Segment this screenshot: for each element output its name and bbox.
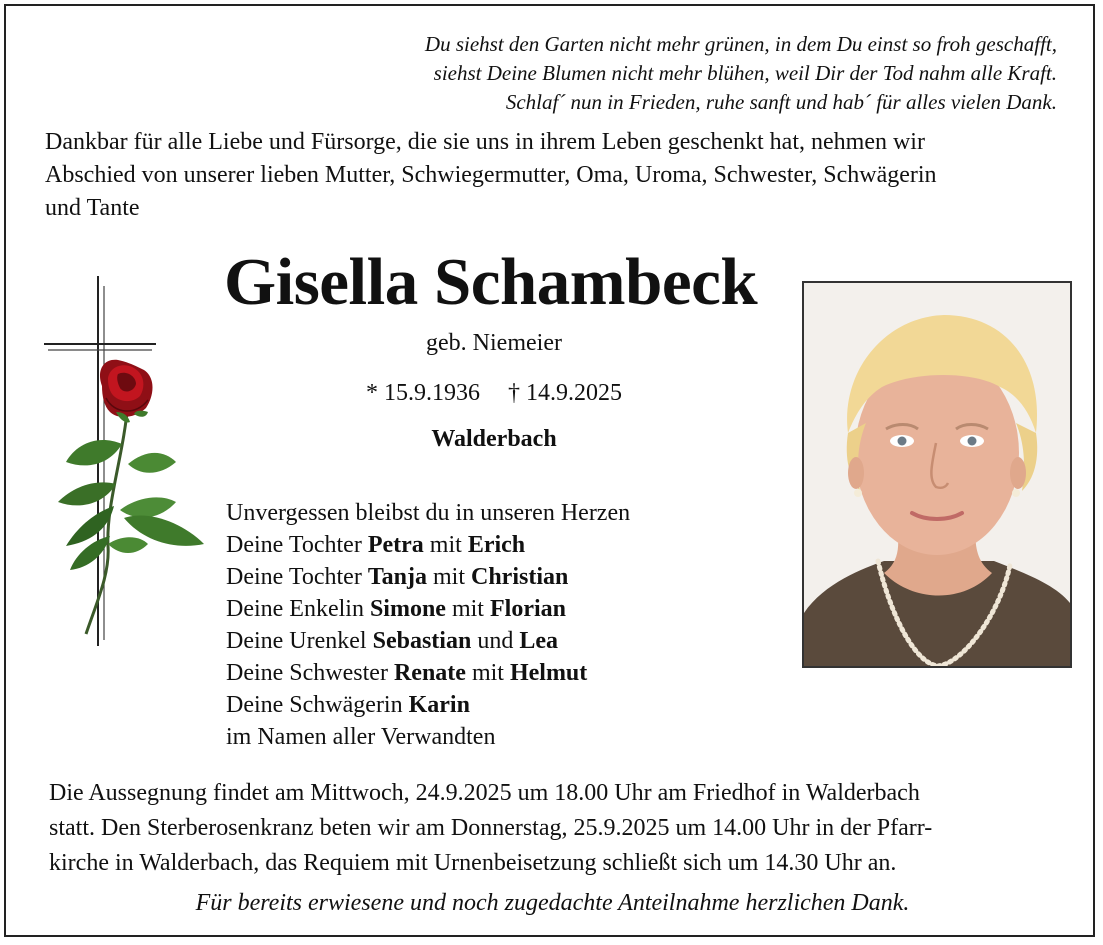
mourners-footer: im Namen aller Verwandten bbox=[226, 724, 496, 750]
mourner-name: Petra bbox=[367, 532, 424, 558]
mourners-list bbox=[226, 497, 630, 753]
mourner-relation: Deine Tochter bbox=[226, 564, 368, 590]
portrait-illustration bbox=[804, 283, 1070, 666]
mourner-relation: Deine Schwägerin bbox=[226, 692, 409, 718]
obituary-frame bbox=[4, 4, 1095, 937]
mourner-partner: Christian bbox=[471, 564, 569, 590]
mourner-name: Sebastian bbox=[372, 628, 472, 654]
intro-text bbox=[45, 126, 1085, 225]
poem bbox=[425, 30, 1057, 117]
mourner-joiner: mit bbox=[465, 660, 510, 686]
intro-line: Dankbar für alle Liebe und Fürsorge, die sie uns in ihrem Leben geschenkt hat, nehmen wir bbox=[45, 129, 925, 155]
ceremony-line: statt. Den Sterberosenkranz beten wir am Donnerstag, 25.9.2025 um 14.00 Uhr in der Pfarr- bbox=[49, 815, 933, 841]
mourner-line bbox=[226, 593, 630, 625]
mourner-line bbox=[226, 657, 630, 689]
mourner-relation: Deine Enkelin bbox=[226, 596, 370, 622]
birth-date: * 15.9.1936 bbox=[366, 380, 480, 406]
mourner-joiner: mit bbox=[426, 564, 471, 590]
poem-line: Du siehst den Garten nicht mehr grünen, in dem Du einst so froh geschafft, bbox=[424, 32, 1057, 56]
mourner-line bbox=[226, 561, 630, 593]
poem-line: Schlaf´ nun in Frieden, ruhe sanft und hab´ für alles vielen Dank. bbox=[505, 90, 1057, 114]
mourner-name: Tanja bbox=[367, 564, 427, 590]
mourner-joiner: und bbox=[471, 628, 520, 654]
mourner-line bbox=[226, 689, 630, 721]
cross-with-rose-icon bbox=[36, 274, 216, 654]
mourner-relation: Deine Urenkel bbox=[226, 628, 373, 654]
life-dates bbox=[224, 380, 764, 407]
ceremony-line: Die Aussegnung findet am Mittwoch, 24.9.2025 um 18.00 Uhr am Friedhof in Walderbach bbox=[49, 780, 920, 806]
mourner-name: Karin bbox=[408, 692, 470, 718]
mourner-partner: Lea bbox=[519, 628, 558, 654]
deceased-name: Gisella Schambeck bbox=[224, 245, 758, 319]
mourner-relation: Deine Tochter bbox=[226, 532, 368, 558]
mourner-partner: Helmut bbox=[509, 660, 588, 686]
mourner-joiner: mit bbox=[445, 596, 490, 622]
ceremony-line: kirche in Walderbach, das Requiem mit Urnenbeisetzung schließt sich um 14.30 Uhr an. bbox=[49, 850, 897, 876]
ceremony-details bbox=[49, 776, 1049, 881]
poem-line: siehst Deine Blumen nicht mehr blühen, weil Dir der Tod nahm alle Kraft. bbox=[433, 61, 1057, 85]
mourner-partner: Florian bbox=[489, 596, 566, 622]
mourner-name: Renate bbox=[393, 660, 466, 686]
mourner-name: Simone bbox=[369, 596, 446, 622]
mourner-relation: Deine Schwester bbox=[226, 660, 394, 686]
mourner-partner: Erich bbox=[467, 532, 526, 558]
death-date: † 14.9.2025 bbox=[508, 380, 622, 406]
mourner-joiner: mit bbox=[423, 532, 468, 558]
intro-line: und Tante bbox=[45, 195, 140, 221]
thanks-line: Für bereits erwiesene und noch zugedachte Anteilnahme herzlichen Dank. bbox=[195, 890, 910, 916]
birth-name: geb. Niemeier bbox=[426, 330, 562, 356]
place-name: Walderbach bbox=[431, 426, 557, 452]
mourner-line bbox=[226, 529, 630, 561]
portrait-photo bbox=[802, 281, 1072, 668]
mourners-heading: Unvergessen bleibst du in unseren Herzen bbox=[226, 500, 631, 526]
intro-line: Abschied von unserer lieben Mutter, Schwiegermutter, Oma, Uroma, Schwester, Schwägerin bbox=[45, 162, 937, 188]
mourner-line bbox=[226, 625, 630, 657]
